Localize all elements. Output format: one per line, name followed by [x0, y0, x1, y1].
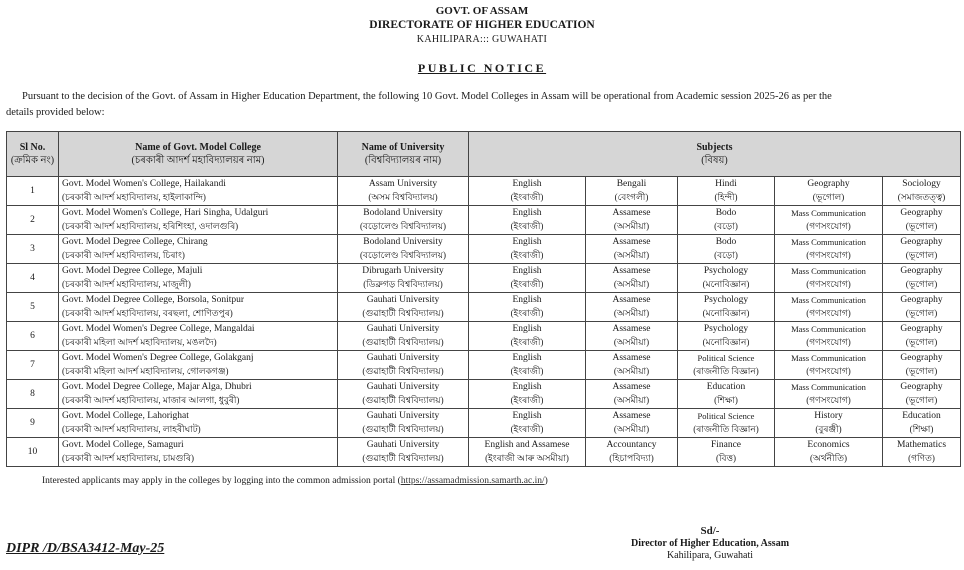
- subject-cell: [775, 380, 883, 409]
- sl-cell: [7, 264, 59, 293]
- university-name: Gauhati University: [366, 382, 440, 392]
- apply-close: ): [544, 476, 548, 486]
- sl-cell: [7, 293, 59, 322]
- college-cell: [59, 293, 338, 322]
- college-name: Govt. Model Degree College, Majar Alga, Dhubri: [62, 382, 252, 392]
- subject-cell: [469, 380, 586, 409]
- subject-name-local: (অসমীয়া): [613, 279, 650, 289]
- sl-number: 4: [30, 272, 35, 283]
- university-name-local: (বড়োলেণ্ড বিশ্ববিদ্যালয়): [359, 221, 447, 231]
- govt-heading: GOVT. OF ASSAM: [435, 5, 529, 17]
- apply-text: Interested applicants may apply in the colleges by logging into the common admission portal (: [42, 476, 401, 486]
- sl-number: 2: [30, 214, 35, 225]
- college-cell: [59, 177, 338, 206]
- college-cell: [59, 264, 338, 293]
- subject-name-local: (অসমীয়া): [613, 395, 650, 405]
- table-row: [7, 351, 961, 380]
- university-name: Assam University: [368, 179, 438, 189]
- subject-name: Assamese: [612, 266, 651, 276]
- college-name-local: (চৰকাৰী আদৰ্শ মহাবিদ্যালয়, বৰছলা, শোণিতপুৰ): [62, 308, 233, 318]
- signature: Sd/-: [700, 525, 720, 537]
- subject-cell: [469, 322, 586, 351]
- subject-name: Mass Communication: [791, 353, 866, 363]
- college-name: Govt. Model Women's College, Hari Singha, Udalguri: [62, 208, 269, 218]
- sl-cell: [7, 380, 59, 409]
- subject-name-local: (গণিত): [908, 453, 935, 463]
- college-name: Govt. Model Degree College, Chirang: [62, 237, 208, 247]
- subject-name: Assamese: [612, 237, 651, 247]
- university-cell: [338, 322, 469, 351]
- subject-name: Assamese: [612, 411, 651, 421]
- university-name: Gauhati University: [366, 324, 440, 334]
- subject-name-local: (গণসংযোগ): [806, 337, 851, 347]
- subject-name: Psychology: [703, 324, 749, 334]
- intro-line-2: details provided below:: [6, 107, 105, 118]
- university-cell: [338, 409, 469, 438]
- sl-number: 3: [30, 243, 35, 254]
- reference-number: DIPR /D/BSA3412-May-25: [6, 541, 165, 556]
- university-name-local: (গুৱাহাটী বিশ্ববিদ্যালয়): [362, 366, 444, 376]
- subject-cell: [586, 322, 678, 351]
- college-cell: [59, 409, 338, 438]
- subject-name-local: (ভূগোল): [905, 308, 938, 318]
- subject-cell: [883, 293, 961, 322]
- college-name: Govt. Model Women's College, Hailakandi: [62, 179, 226, 189]
- subject-name: English: [512, 382, 542, 392]
- subject-cell: [586, 235, 678, 264]
- subject-name-local: (হিচাপবিদ্যা): [609, 453, 654, 463]
- subject-cell: [883, 206, 961, 235]
- subject-name-local: (সমাজতত্ত্ব): [897, 192, 946, 202]
- subject-name-local: (অসমীয়া): [613, 308, 650, 318]
- subject-cell: [883, 380, 961, 409]
- college-name-local: (চৰকাৰী মহিলা আদৰ্শ মহাবিদ্যালয়, গোলকগঞ্জ): [62, 366, 229, 376]
- subject-name-local: (শিক্ষা): [909, 424, 934, 434]
- college-name: Govt. Model College, Lahorighat: [62, 411, 189, 421]
- subject-name: Bengali: [616, 179, 647, 189]
- college-cell: [59, 438, 338, 467]
- university-name-local: (গুৱাহাটী বিশ্ববিদ্যালয়): [362, 424, 444, 434]
- subject-name-local: (অসমীয়া): [613, 424, 650, 434]
- sl-cell: [7, 438, 59, 467]
- subject-name: Assamese: [612, 295, 651, 305]
- subject-cell: [586, 380, 678, 409]
- university-name: Gauhati University: [366, 353, 440, 363]
- subject-cell: [775, 351, 883, 380]
- university-name: Gauhati University: [366, 295, 440, 305]
- subject-name: History: [814, 411, 843, 421]
- subject-cell: [586, 206, 678, 235]
- subject-name: Political Science: [697, 411, 755, 421]
- header-subjects: Subjects (বিষয়): [469, 132, 961, 177]
- table-body: [7, 177, 961, 467]
- university-name: Bodoland University: [363, 237, 443, 247]
- portal-link[interactable]: https://assamadmission.samarth.ac.in/: [400, 476, 545, 486]
- sl-cell: [7, 409, 59, 438]
- university-name: Gauhati University: [366, 440, 440, 450]
- sl-cell: [7, 206, 59, 235]
- subject-cell: [469, 351, 586, 380]
- subject-cell: [469, 206, 586, 235]
- table-row: [7, 264, 961, 293]
- college-name: Govt. Model Women's Degree College, Golakganj: [62, 353, 254, 363]
- table-row: [7, 380, 961, 409]
- subject-name: Geography: [900, 295, 943, 305]
- table-row: [7, 322, 961, 351]
- subject-cell: [883, 409, 961, 438]
- subject-name: Sociology: [902, 179, 941, 189]
- subject-name-local: (মনোবিজ্ঞান): [702, 279, 750, 289]
- college-cell: [59, 206, 338, 235]
- university-cell: [338, 351, 469, 380]
- subject-cell: [678, 235, 775, 264]
- college-name-local: (চৰকাৰী আদৰ্শ মহাবিদ্যালয়, চামগুৰি): [62, 453, 194, 463]
- subject-name: English: [512, 295, 542, 305]
- subject-name: Geography: [900, 382, 943, 392]
- sl-number: 1: [30, 185, 35, 196]
- subject-name: English: [512, 324, 542, 334]
- subject-cell: [469, 293, 586, 322]
- subject-name-local: (অসমীয়া): [613, 221, 650, 231]
- subject-name: Geography: [900, 237, 943, 247]
- college-name-local: (চৰকাৰী আদৰ্শ মহাবিদ্যালয়, মাজাৰ আলগা, ধুবুৰী): [62, 395, 240, 405]
- intro-line-1: Pursuant to the decision of the Govt. of Assam in Higher Education Department, the following 10 Govt. Model Colleges in Assam will be operational from Academic session 2025-26 as per the: [22, 91, 832, 102]
- header-sl: Sl No. (ক্ৰমিক নং): [7, 132, 59, 177]
- subject-name: Psychology: [703, 295, 749, 305]
- subject-name: Finance: [710, 440, 742, 450]
- subject-name-local: (গণসংযোগ): [806, 308, 851, 318]
- subject-cell: [678, 177, 775, 206]
- university-name: Gauhati University: [366, 411, 440, 421]
- subject-name: Mass Communication: [791, 382, 866, 392]
- college-cell: [59, 351, 338, 380]
- sl-number: 7: [30, 359, 35, 370]
- subject-cell: [678, 438, 775, 467]
- subject-name: Mathematics: [896, 440, 947, 450]
- subject-name-local: (বেংগলী): [614, 192, 649, 202]
- subject-name: Hindi: [715, 179, 737, 189]
- subject-name-local: (বড়ো): [714, 221, 738, 231]
- subject-name: Assamese: [612, 324, 651, 334]
- sl-cell: [7, 351, 59, 380]
- university-cell: [338, 380, 469, 409]
- sl-cell: [7, 177, 59, 206]
- subject-cell: [586, 293, 678, 322]
- subject-name-local: (শিক্ষা): [714, 395, 738, 405]
- subject-name-local: (অৰ্থনীতি): [810, 453, 847, 463]
- subject-cell: [775, 235, 883, 264]
- table-header-row: [7, 132, 961, 177]
- subject-name-local: (গণসংযোগ): [806, 221, 851, 231]
- subject-name-local: (ভূগোল): [905, 337, 938, 347]
- table-row: [7, 206, 961, 235]
- subject-cell: [678, 351, 775, 380]
- subject-cell: [586, 351, 678, 380]
- subject-name-local: (ইংৰাজী): [510, 279, 544, 289]
- subject-cell: [775, 177, 883, 206]
- subject-name: English: [512, 353, 542, 363]
- signatory-title: Director of Higher Education, Assam: [630, 537, 790, 549]
- subject-cell: [469, 177, 586, 206]
- subject-name-local: (ভূগোল): [812, 192, 845, 202]
- sl-number: 10: [27, 446, 38, 457]
- subject-name-local: (ইংৰাজী): [510, 424, 544, 434]
- subject-name-local: (ভূগোল): [905, 250, 938, 260]
- subject-name: English: [512, 179, 542, 189]
- university-cell: [338, 438, 469, 467]
- sl-number: 9: [30, 417, 35, 428]
- signatory-place: Kahilipara, Guwahati: [666, 550, 754, 561]
- subject-name: Political Science: [697, 353, 755, 363]
- subject-name-local: (অসমীয়া): [613, 250, 650, 260]
- subject-cell: [775, 322, 883, 351]
- college-name: Govt. Model Degree College, Majuli: [62, 266, 203, 276]
- subject-name-local: (ইংৰাজী): [510, 366, 544, 376]
- colleges-table: [6, 131, 961, 467]
- subject-name-local: (ৰাজনীতি বিজ্ঞান): [693, 424, 759, 434]
- subject-name: English: [512, 208, 542, 218]
- apply-instructions: [42, 476, 548, 486]
- subject-name: Psychology: [703, 266, 749, 276]
- subject-name-local: (বড়ো): [714, 250, 738, 260]
- table-row: [7, 438, 961, 467]
- subject-name: Mass Communication: [791, 266, 866, 276]
- sl-number: 6: [30, 330, 35, 341]
- university-name-local: (গুৱাহাটী বিশ্ববিদ্যালয়): [362, 453, 444, 463]
- subject-name: Assamese: [612, 208, 651, 218]
- subject-name-local: (ভূগোল): [905, 279, 938, 289]
- subject-name-local: (ইংৰাজী): [510, 221, 544, 231]
- subject-name-local: (ইংৰাজী): [510, 308, 544, 318]
- subject-name-local: (বুৰঞ্জী): [815, 424, 842, 434]
- college-name-local: (চৰকাৰী আদৰ্শ মহাবিদ্যালয়, চিৰাং): [62, 250, 185, 260]
- subject-name: Education: [902, 411, 941, 421]
- table-row: [7, 235, 961, 264]
- college-cell: [59, 235, 338, 264]
- university-name: Bodoland University: [363, 208, 443, 218]
- subject-cell: [883, 177, 961, 206]
- subject-name: Geography: [900, 353, 943, 363]
- college-cell: [59, 322, 338, 351]
- subject-name: Mass Communication: [791, 324, 866, 334]
- university-name-local: (গুৱাহাটী বিশ্ববিদ্যালয়): [362, 337, 444, 347]
- subject-cell: [678, 264, 775, 293]
- college-name-local: (চৰকাৰী আদৰ্শ মহাবিদ্যালয়, হাইলাকান্দি): [62, 192, 206, 202]
- subject-name: Geography: [807, 179, 850, 189]
- subject-name-local: (গণসংযোগ): [806, 279, 851, 289]
- notice-title: PUBLIC NOTICE: [417, 61, 547, 75]
- subject-cell: [469, 235, 586, 264]
- subject-name: Assamese: [612, 353, 651, 363]
- university-cell: [338, 293, 469, 322]
- subject-cell: [883, 322, 961, 351]
- subject-cell: [678, 380, 775, 409]
- subject-name: Geography: [900, 208, 943, 218]
- subject-name: Education: [706, 382, 746, 392]
- subject-name-local: (ইংৰাজী আৰু অসমীয়া): [485, 453, 569, 463]
- college-name-local: (চৰকাৰী আদৰ্শ মহাবিদ্যালয়, লাহৰীঘাট): [62, 424, 201, 434]
- subject-name-local: (মনোবিজ্ঞান): [702, 337, 750, 347]
- university-name-local: (অসম বিশ্ববিদ্যালয়): [368, 192, 438, 202]
- university-cell: [338, 235, 469, 264]
- subject-name-local: (ভূগোল): [905, 366, 938, 376]
- university-name-local: (বড়োলেণ্ড বিশ্ববিদ্যালয়): [359, 250, 447, 260]
- subject-name: English: [512, 237, 542, 247]
- subject-cell: [883, 235, 961, 264]
- university-name-local: (ডিব্ৰুগড় বিশ্ববিদ্যালয়): [363, 279, 443, 289]
- sl-number: 5: [30, 301, 35, 312]
- college-name-local: (চৰকাৰী আদৰ্শ মহাবিদ্যালয়, মাজুলী): [62, 279, 191, 289]
- subject-name-local: (ৰাজনীতি বিজ্ঞান): [693, 366, 759, 376]
- subject-name: English and Assamese: [484, 440, 570, 450]
- header-university: Name of University (বিশ্ববিদ্যালয়ৰ নাম): [338, 132, 469, 177]
- subject-cell: [469, 264, 586, 293]
- subject-cell: [678, 206, 775, 235]
- subject-cell: [469, 438, 586, 467]
- subject-cell: [586, 409, 678, 438]
- college-name-local: (চৰকাৰী মহিলা আদৰ্শ মহাবিদ্যালয়, মঙলদৈ): [62, 337, 217, 347]
- directorate-heading: DIRECTORATE OF HIGHER EDUCATION: [369, 19, 595, 31]
- signature-block: [605, 525, 815, 563]
- subject-name-local: (ইংৰাজী): [510, 337, 544, 347]
- subject-name: Bodo: [715, 237, 737, 247]
- subject-name: Accountancy: [606, 440, 657, 450]
- subject-cell: [469, 409, 586, 438]
- college-name: Govt. Model Women's Degree College, Mangaldai: [62, 324, 255, 334]
- university-cell: [338, 177, 469, 206]
- subject-name: Geography: [900, 266, 943, 276]
- university-cell: [338, 206, 469, 235]
- subject-name: Geography: [900, 324, 943, 334]
- subject-name-local: (গণসংযোগ): [806, 366, 851, 376]
- college-name: Govt. Model Degree College, Borsola, Sonitpur: [62, 295, 245, 305]
- subject-name-local: (অসমীয়া): [613, 366, 650, 376]
- subject-name-local: (বিত্ত): [715, 453, 736, 463]
- subject-cell: [586, 264, 678, 293]
- subject-name: Bodo: [715, 208, 737, 218]
- college-cell: [59, 380, 338, 409]
- subject-name: Mass Communication: [791, 295, 866, 305]
- subject-name-local: (ভূগোল): [905, 221, 938, 231]
- subject-cell: [775, 264, 883, 293]
- subject-cell: [775, 206, 883, 235]
- address-line: KAHILIPARA::: GUWAHATI: [416, 34, 548, 45]
- subject-name-local: (মনোবিজ্ঞান): [702, 308, 750, 318]
- sl-cell: [7, 322, 59, 351]
- table-row: [7, 293, 961, 322]
- subject-name: Mass Communication: [791, 208, 866, 218]
- college-name: Govt. Model College, Samaguri: [62, 440, 184, 450]
- table-row: [7, 177, 961, 206]
- subject-cell: [678, 409, 775, 438]
- table-row: [7, 409, 961, 438]
- subject-cell: [883, 264, 961, 293]
- subject-name: Economics: [807, 440, 850, 450]
- subject-cell: [678, 293, 775, 322]
- subject-cell: [678, 322, 775, 351]
- subject-name: Mass Communication: [791, 237, 866, 247]
- subject-name-local: (গণসংযোগ): [806, 250, 851, 260]
- subject-name: English: [512, 411, 542, 421]
- sl-cell: [7, 235, 59, 264]
- subject-name-local: (ইংৰাজী): [510, 395, 544, 405]
- university-name-local: (গুৱাহাটী বিশ্ববিদ্যালয়): [362, 395, 444, 405]
- subject-cell: [883, 351, 961, 380]
- university-name-local: (গুৱাহাটী বিশ্ববিদ্যালয়): [362, 308, 444, 318]
- university-name: Dibrugarh University: [362, 266, 444, 276]
- header-college: Name of Govt. Model College (চৰকাৰী আদৰ্শ মহাবিদ্যালয়ৰ নাম): [59, 132, 338, 177]
- subject-name: English: [512, 266, 542, 276]
- college-name-local: (চৰকাৰী আদৰ্শ মহাবিদ্যালয়, হৰিশিংহা, ওদালগুৰি): [62, 221, 239, 231]
- subject-cell: [586, 177, 678, 206]
- sl-number: 8: [30, 388, 35, 399]
- subject-name-local: (হিন্দী): [714, 192, 738, 202]
- university-cell: [338, 264, 469, 293]
- subject-name: Assamese: [612, 382, 651, 392]
- subject-cell: [775, 438, 883, 467]
- subject-cell: [586, 438, 678, 467]
- subject-cell: [883, 438, 961, 467]
- subject-cell: [775, 409, 883, 438]
- subject-name-local: (ভূগোল): [905, 395, 938, 405]
- subject-cell: [775, 293, 883, 322]
- subject-name-local: (ইংৰাজী): [510, 192, 544, 202]
- subject-name-local: (ইংৰাজী): [510, 250, 544, 260]
- subject-name-local: (গণসংযোগ): [806, 395, 851, 405]
- subject-name-local: (অসমীয়া): [613, 337, 650, 347]
